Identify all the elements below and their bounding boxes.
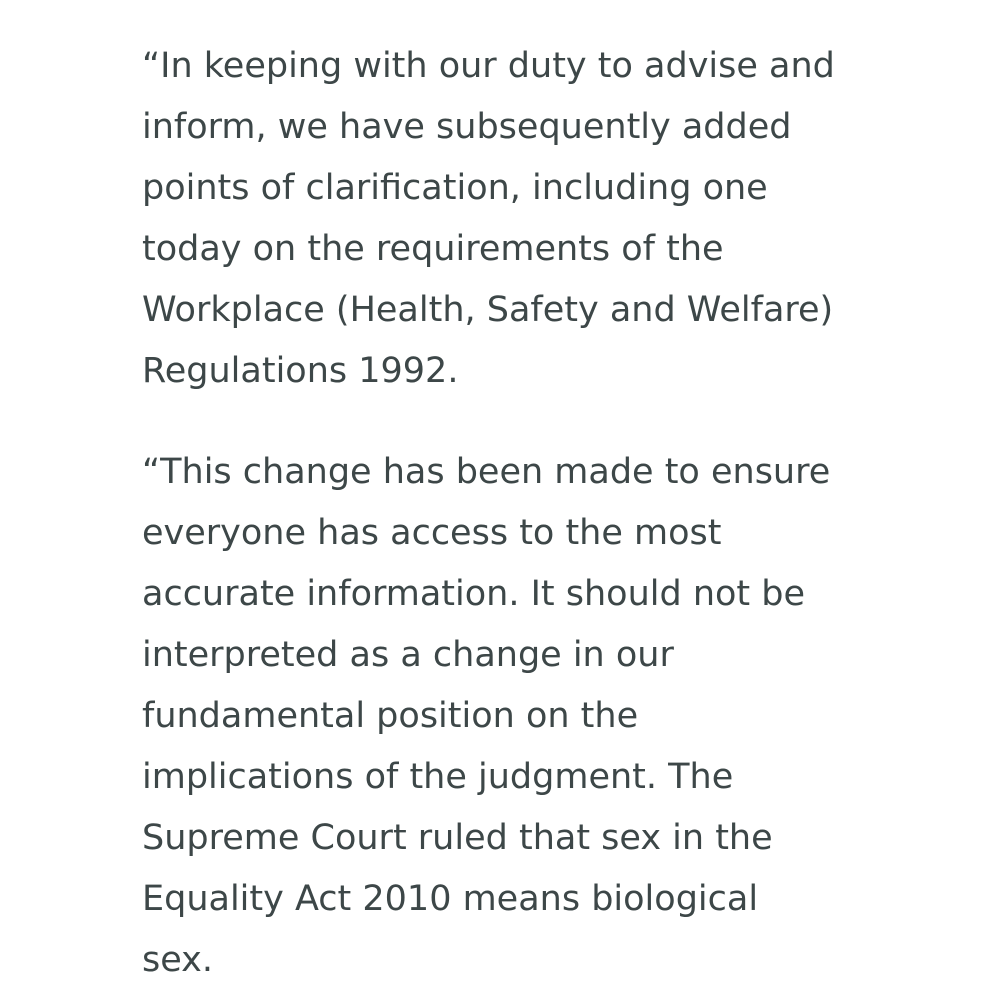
text-line: Workplace (Health, Safety and Welfare) (142, 290, 834, 330)
text-line: Regulations 1992. (142, 351, 459, 391)
article-body (142, 36, 862, 991)
text-line: “This change has been made to ensure (142, 452, 831, 492)
text-line: Supreme Court ruled that sex in the (142, 818, 773, 858)
text-line: everyone has access to the most (142, 513, 722, 553)
paragraph-1 (142, 36, 862, 402)
text-line: implications of the judgment. The (142, 757, 734, 797)
text-line: points of clarification, including one (142, 168, 768, 208)
text-line: today on the requirements of the (142, 229, 724, 269)
paragraph-2 (142, 442, 862, 991)
text-line: fundamental position on the (142, 696, 639, 736)
text-line: Equality Act 2010 means biological (142, 879, 759, 919)
text-line: “In keeping with our duty to advise and (142, 46, 835, 86)
text-line: accurate information. It should not be (142, 574, 806, 614)
text-line: interpreted as a change in our (142, 635, 674, 675)
text-line: sex. (142, 940, 213, 980)
text-line: inform, we have subsequently added (142, 107, 792, 147)
